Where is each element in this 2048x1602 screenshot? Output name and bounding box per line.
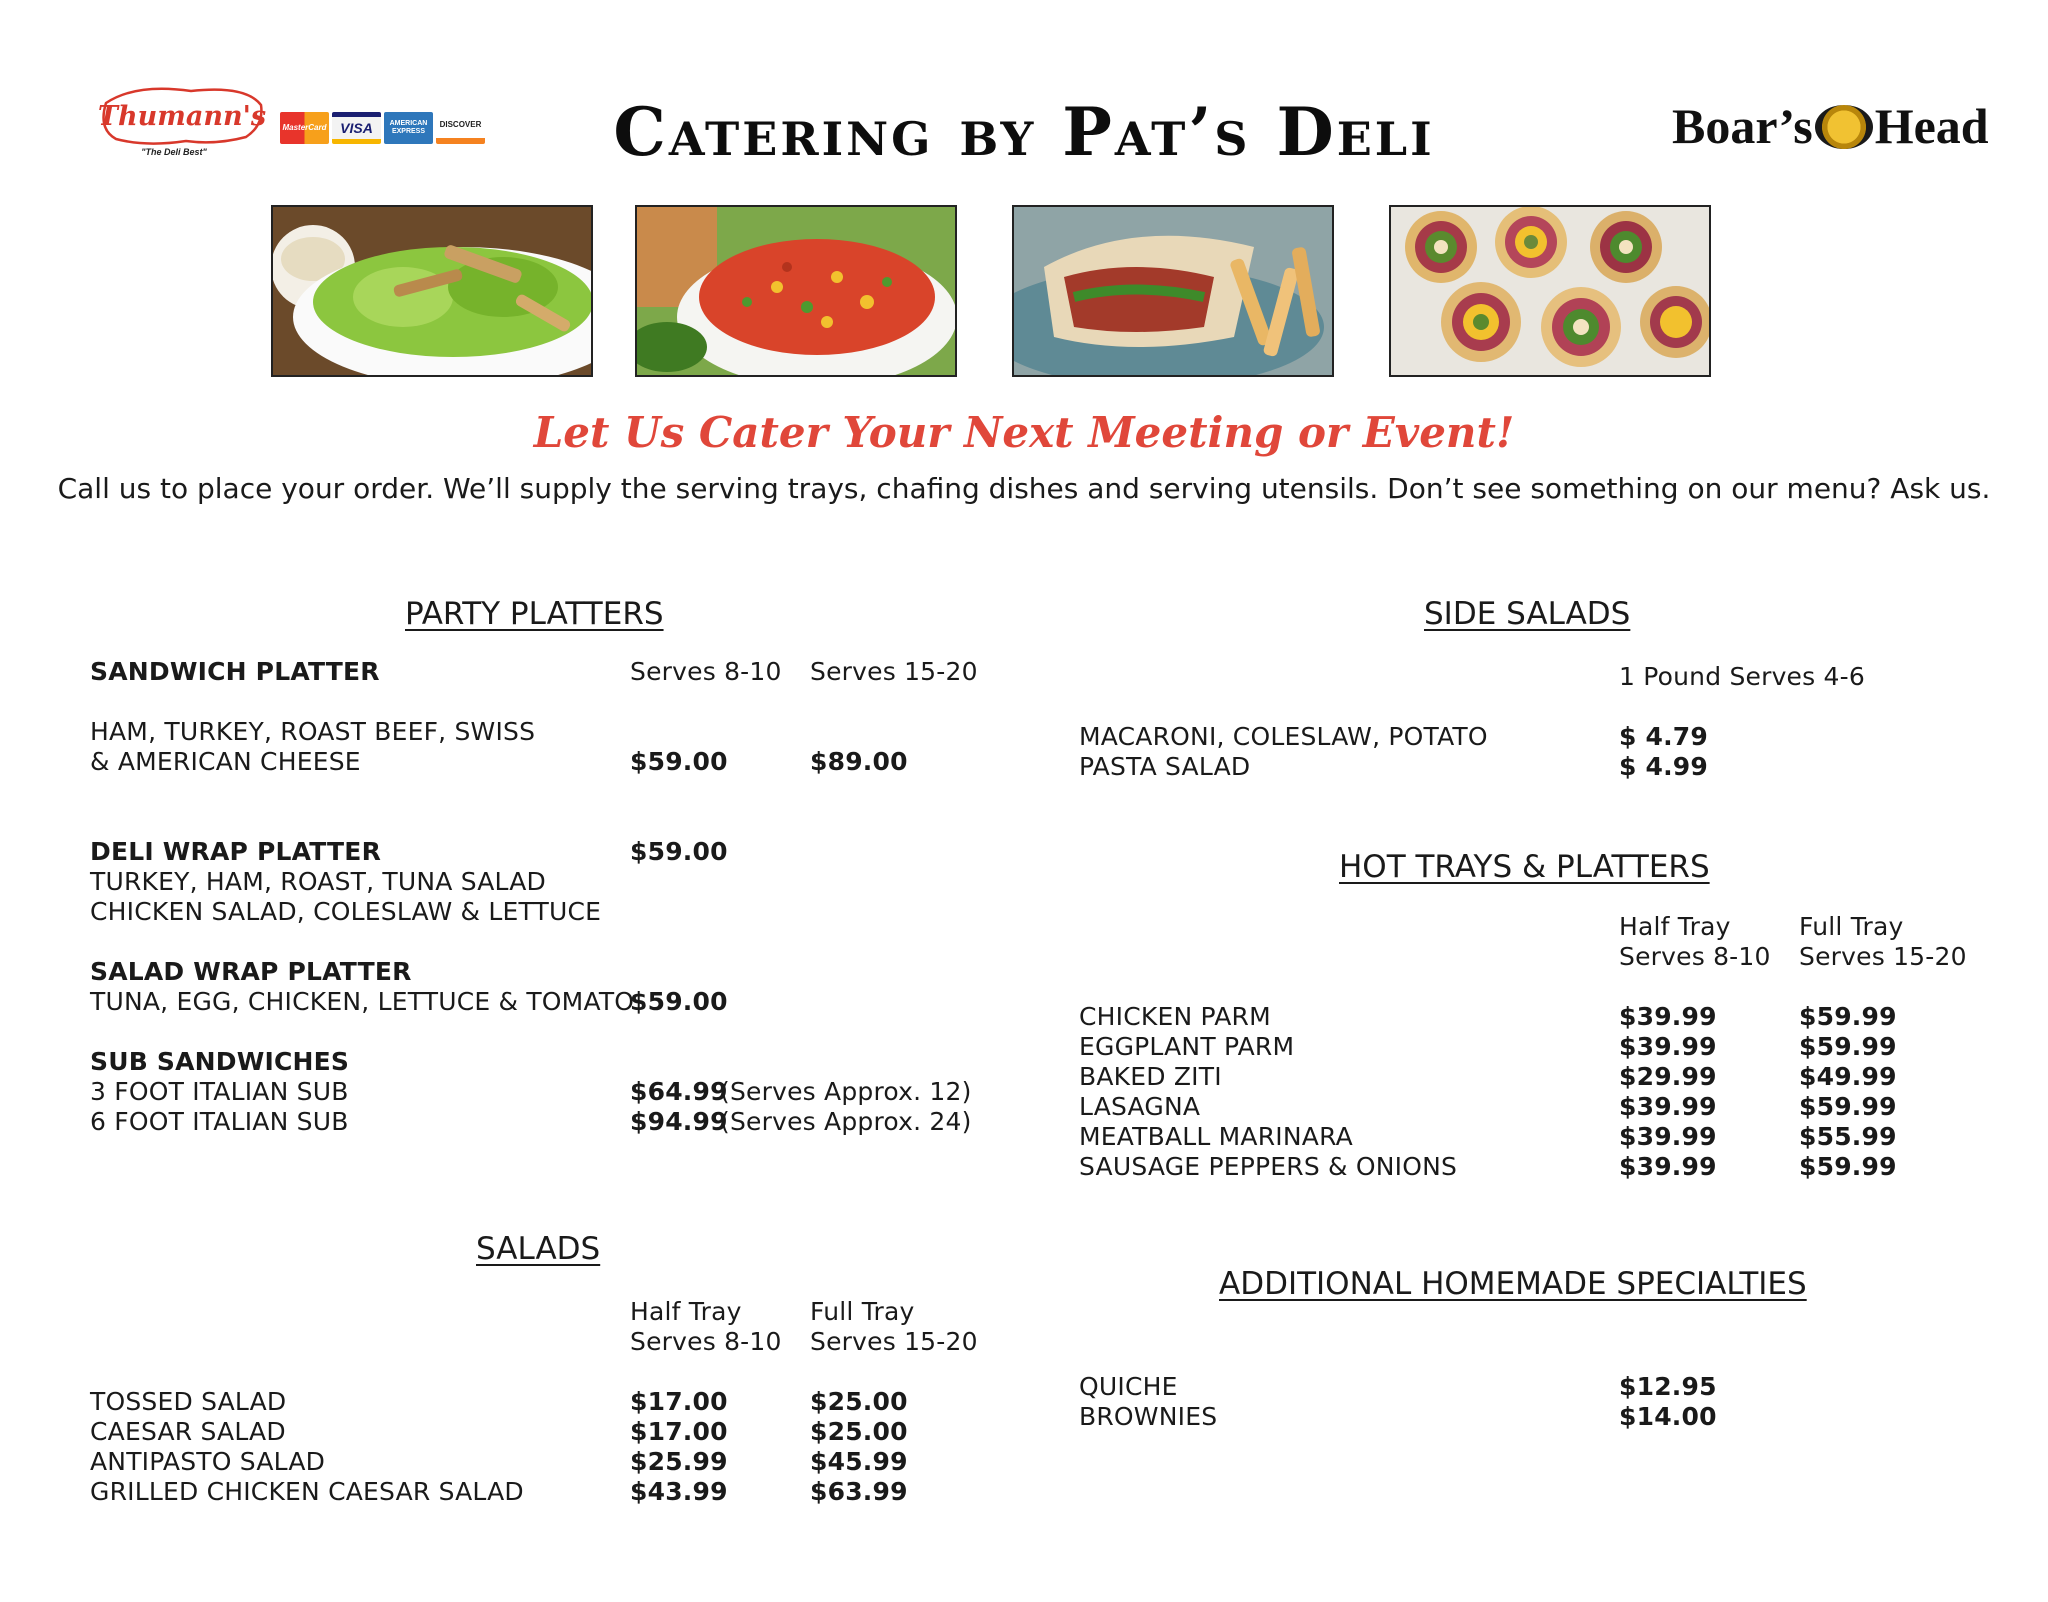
hot-tray-item-full: $59.99 bbox=[1799, 1092, 1897, 1121]
boars-head-left: Boar’s bbox=[1672, 98, 1813, 154]
specialty-item-name: QUICHE bbox=[1079, 1372, 1178, 1401]
side-salads-col-label: 1 Pound Serves 4-6 bbox=[1619, 662, 1865, 691]
side-salads-heading: SIDE SALADS bbox=[1424, 596, 1631, 632]
hot-trays-col2-line1: Full Tray bbox=[1799, 912, 1904, 941]
hot-trays-heading: HOT TRAYS & PLATTERS bbox=[1339, 849, 1710, 885]
sub-item-note: (Serves Approx. 12) bbox=[720, 1077, 972, 1106]
salad-item-half: $25.99 bbox=[630, 1447, 728, 1476]
intro-text: Call us to place your order. We’ll supply the serving trays, chafing dishes and serving utensils. Don’t see something on our menu? Ask us. bbox=[57, 472, 1991, 505]
sandwich-desc-line1: HAM, TURKEY, ROAST BEEF, SWISS bbox=[90, 717, 536, 746]
mastercard-icon: MasterCard bbox=[280, 112, 329, 144]
sandwich-col1-label: Serves 8-10 bbox=[630, 657, 782, 686]
deli-wrap-desc-line2: CHICKEN SALAD, COLESLAW & LETTUCE bbox=[90, 897, 602, 926]
pinwheel-wraps-photo bbox=[1389, 205, 1711, 377]
thumanns-wordmark: Thumann's bbox=[97, 101, 266, 132]
vegetable-soup-photo bbox=[635, 205, 957, 377]
sub-item-name: 3 FOOT ITALIAN SUB bbox=[90, 1077, 349, 1106]
salads-col1-line2: Serves 8-10 bbox=[630, 1327, 782, 1356]
discover-icon: DISCOVER bbox=[436, 112, 485, 144]
salads-col2-line1: Full Tray bbox=[810, 1297, 915, 1326]
hot-trays-col2-line2: Serves 15-20 bbox=[1799, 942, 1967, 971]
hot-tray-item-half: $39.99 bbox=[1619, 1122, 1717, 1151]
salads-col1-line1: Half Tray bbox=[630, 1297, 742, 1326]
sub-item-price: $94.99 bbox=[630, 1107, 728, 1136]
hot-tray-item-half: $39.99 bbox=[1619, 1092, 1717, 1121]
sub-item-note: (Serves Approx. 24) bbox=[720, 1107, 972, 1136]
sandwich-platter-name: SANDWICH PLATTER bbox=[90, 657, 380, 686]
salad-item-full: $25.00 bbox=[810, 1387, 908, 1416]
sandwich-desc-line2: & AMERICAN CHEESE bbox=[90, 747, 361, 776]
hot-tray-item-half: $39.99 bbox=[1619, 1002, 1717, 1031]
salad-item-full: $45.99 bbox=[810, 1447, 908, 1476]
salad-wrap-name: SALAD WRAP PLATTER bbox=[90, 957, 412, 986]
side-salad-item-name: PASTA SALAD bbox=[1079, 752, 1251, 781]
salad-item-half: $17.00 bbox=[630, 1417, 728, 1446]
hot-trays-col1-line2: Serves 8-10 bbox=[1619, 942, 1771, 971]
side-salad-item-price: $ 4.79 bbox=[1619, 722, 1708, 751]
side-salad-item-name: MACARONI, COLESLAW, POTATO bbox=[1079, 722, 1488, 751]
hot-tray-item-name: MEATBALL MARINARA bbox=[1079, 1122, 1353, 1151]
side-salad-item-price: $ 4.99 bbox=[1619, 752, 1708, 781]
hot-tray-item-name: BAKED ZITI bbox=[1079, 1062, 1222, 1091]
sandwich-col2-label: Serves 15-20 bbox=[810, 657, 978, 686]
american-express-icon: AMERICAN EXPRESS bbox=[384, 112, 433, 144]
sandwich-price-large: $89.00 bbox=[810, 747, 908, 776]
salad-item-name: CAESAR SALAD bbox=[90, 1417, 286, 1446]
hot-tray-item-full: $59.99 bbox=[1799, 1152, 1897, 1181]
salad-item-half: $17.00 bbox=[630, 1387, 728, 1416]
salad-item-full: $63.99 bbox=[810, 1477, 908, 1506]
salad-item-name: TOSSED SALAD bbox=[90, 1387, 287, 1416]
tagline: Let Us Cater Your Next Meeting or Event! bbox=[533, 408, 1515, 457]
hot-tray-item-half: $39.99 bbox=[1619, 1032, 1717, 1061]
steak-wrap-photo bbox=[1012, 205, 1334, 377]
hot-tray-item-name: EGGPLANT PARM bbox=[1079, 1032, 1295, 1061]
hot-tray-item-name: LASAGNA bbox=[1079, 1092, 1201, 1121]
caesar-salad-photo bbox=[271, 205, 593, 377]
sandwich-price-small: $59.00 bbox=[630, 747, 728, 776]
specialty-item-price: $12.95 bbox=[1619, 1372, 1717, 1401]
salad-item-full: $25.00 bbox=[810, 1417, 908, 1446]
deli-wrap-desc-line1: TURKEY, HAM, ROAST, TUNA SALAD bbox=[90, 867, 547, 896]
hot-tray-item-half: $39.99 bbox=[1619, 1152, 1717, 1181]
boars-head-right: Head bbox=[1874, 98, 1989, 154]
specialties-heading: ADDITIONAL HOMEMADE SPECIALTIES bbox=[1219, 1266, 1807, 1302]
deli-wrap-name: DELI WRAP PLATTER bbox=[90, 837, 382, 866]
visa-icon: VISA bbox=[332, 112, 381, 144]
sub-item-name: 6 FOOT ITALIAN SUB bbox=[90, 1107, 349, 1136]
boar-seal-icon bbox=[1815, 105, 1873, 149]
salad-item-name: ANTIPASTO SALAD bbox=[90, 1447, 326, 1476]
hot-tray-item-name: CHICKEN PARM bbox=[1079, 1002, 1271, 1031]
hot-tray-item-half: $29.99 bbox=[1619, 1062, 1717, 1091]
party-platters-heading: PARTY PLATTERS bbox=[405, 596, 664, 632]
salads-col2-line2: Serves 15-20 bbox=[810, 1327, 978, 1356]
specialty-item-price: $14.00 bbox=[1619, 1402, 1717, 1431]
hot-tray-item-full: $49.99 bbox=[1799, 1062, 1897, 1091]
salad-item-name: GRILLED CHICKEN CAESAR SALAD bbox=[90, 1477, 524, 1506]
page-title: Catering by Pat’s Deli bbox=[613, 93, 1435, 171]
salads-heading: SALADS bbox=[476, 1231, 601, 1267]
hot-tray-item-full: $59.99 bbox=[1799, 1002, 1897, 1031]
sub-sandwiches-name: SUB SANDWICHES bbox=[90, 1047, 350, 1076]
salad-wrap-desc: TUNA, EGG, CHICKEN, LETTUCE & TOMATO bbox=[90, 987, 635, 1016]
deli-wrap-price: $59.00 bbox=[630, 837, 728, 866]
thumanns-tagline: "The Deli Best" bbox=[141, 147, 207, 157]
boars-head-logo bbox=[1672, 98, 1989, 154]
specialty-item-name: BROWNIES bbox=[1079, 1402, 1218, 1431]
sub-item-price: $64.99 bbox=[630, 1077, 728, 1106]
salad-wrap-price: $59.00 bbox=[630, 987, 728, 1016]
salad-item-half: $43.99 bbox=[630, 1477, 728, 1506]
hot-trays-col1-line1: Half Tray bbox=[1619, 912, 1731, 941]
hot-tray-item-full: $59.99 bbox=[1799, 1032, 1897, 1061]
hot-tray-item-name: SAUSAGE PEPPERS & ONIONS bbox=[1079, 1152, 1458, 1181]
hot-tray-item-full: $55.99 bbox=[1799, 1122, 1897, 1151]
